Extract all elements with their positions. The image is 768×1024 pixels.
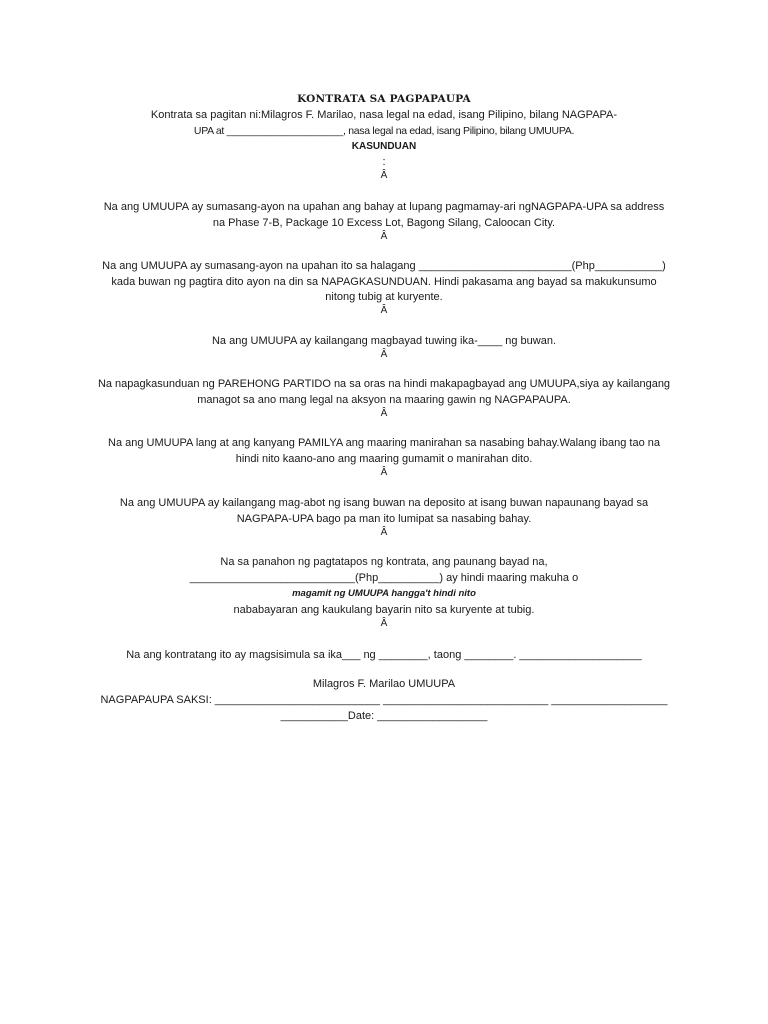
- date-line: ___________Date: __________________: [280, 710, 488, 722]
- clause-8-line-1: Na ang kontratang ito ay magsisimula sa ika___ ng ________, taong ________. ____________________: [126, 649, 642, 661]
- glyph-marker: Â: [380, 170, 388, 181]
- glyph-marker: Â: [380, 305, 388, 316]
- clause-2-line-1: Na ang UMUUPA ay sumasang-ayon na upahan ito sa halagang _________________________(Php___________): [102, 260, 666, 272]
- agreement-heading: KASUNDUAN: [351, 141, 417, 152]
- heading-colon: :: [382, 156, 386, 168]
- clause-1-line-2: na Phase 7-B, Package 10 Excess Lot, Bagong Silang, Caloocan City.: [212, 217, 556, 229]
- witness-line: NAGPAPAUPA SAKSI: ___________________________ ___________________________ ___________________: [100, 694, 668, 706]
- glyph-marker: Â: [380, 408, 388, 419]
- document-title: KONTRATA SA PAGPAPAUPA: [297, 93, 471, 105]
- intro-line-1: Kontrata sa pagitan ni:Milagros F. Marilao, nasa legal na edad, isang Pilipino, bilang NAGPAPA-: [150, 109, 618, 121]
- clause-2-line-2: kada buwan ng pagtira dito ayon na din sa NAPAGKASUNDUAN. Hindi pakasama ang bayad sa makukunsumo: [111, 276, 657, 288]
- clause-7-line-4: nababayaran ang kaukulang bayarin nito sa kuryente at tubig.: [233, 604, 535, 616]
- glyph-marker: Â: [380, 527, 388, 538]
- clause-4-line-1: Na napagkasunduan ng PAREHONG PARTIDO na sa oras na hindi makapagbayad ang UMUUPA,siya ay kailangang: [97, 378, 671, 390]
- clause-7-line-1: Na sa panahon ng pagtatapos ng kontrata, ang paunang bayad na,: [220, 556, 548, 568]
- clause-3-line-1: Na ang UMUUPA ay kailangang magbayad tuwing ika-____ ng buwan.: [211, 335, 557, 347]
- clause-4-line-2: managot sa ano mang legal na aksyon na maaring gawin ng NAGPAPAUPA.: [197, 394, 571, 406]
- clause-6-line-1: Na ang UMUUPA ay kailangang mag-abot ng isang buwan na deposito at isang buwan napaunang bayad sa: [119, 497, 649, 509]
- glyph-marker: Â: [380, 467, 388, 478]
- clause-5-line-2: hindi nito kaano-ano ang maaring gumamit o manirahan dito.: [235, 453, 533, 465]
- clause-5-line-1: Na ang UMUUPA lang at ang kanyang PAMILYA ang maaring manirahan sa nasabing bahay.Walang ibang tao na: [108, 437, 660, 449]
- clause-6-line-2: NAGPAPA-UPA bago pa man ito lumipat sa nasabing bahay.: [236, 513, 532, 525]
- glyph-marker: Â: [380, 231, 388, 242]
- glyph-marker: Â: [380, 618, 388, 629]
- intro-line-2: UPA at _____________________, nasa legal na edad, isang Pilipino, bilang UMUUPA.: [193, 125, 575, 137]
- signatories-line: Milagros F. Marilao UMUUPA: [312, 678, 456, 690]
- clause-7-line-3: magamit ng UMUUPA hangga't hindi nito: [292, 588, 476, 599]
- glyph-marker: Â: [380, 349, 388, 360]
- clause-2-line-3: nitong tubig at kuryente.: [325, 291, 443, 303]
- clause-1-line-1: Na ang UMUUPA ay sumasang-ayon na upahan ang bahay at lupang pagmamay-ari ngNAGPAPA-UPA sa address: [103, 201, 665, 213]
- clause-7-line-2: ___________________________(Php__________) ay hindi maaring makuha o: [189, 572, 579, 584]
